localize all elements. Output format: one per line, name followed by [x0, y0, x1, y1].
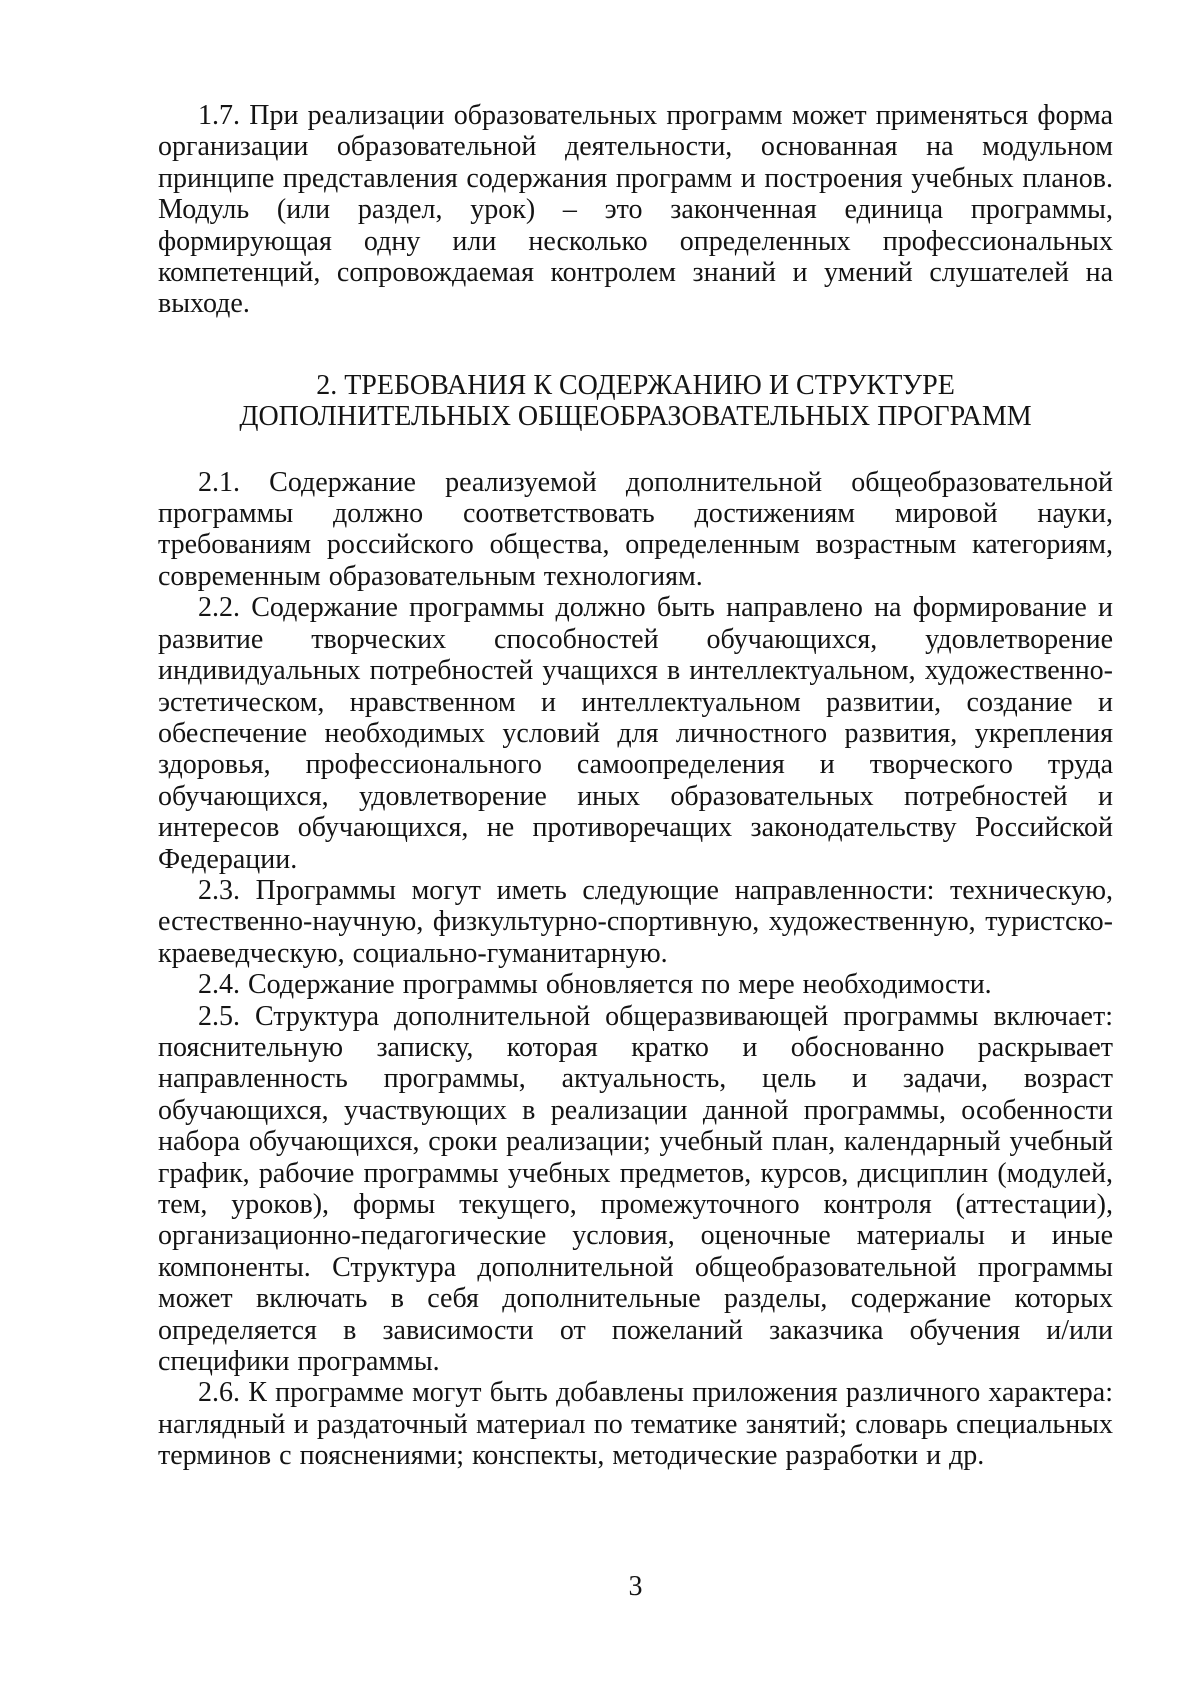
paragraph-2-2: 2.2. Содержание программы должно быть направлено на формирование и развитие творческих способностей обучающихся, удовлетворение индивидуальных потребностей учащихся в интеллектуальном, художественно-эстетическом, нравственном и интеллектуальном развитии, создание и обеспечение необходимых условий для личностного развития, укрепления здоровья, профессионального самоопределения и творческого труда обучающихся, удовлетворение иных образовательных потребностей и интересов обучающихся, не противоречащих законодательству Российской Федерации. [158, 592, 1113, 875]
paragraph-2-3: 2.3. Программы могут иметь следующие направленности: техническую, естественно-научную, физкультурно-спортивную, художественную, туристско-краеведческую, социально-гуманитарную. [158, 874, 1113, 969]
paragraph-2-4: 2.4. Содержание программы обновляется по мере необходимости. [198, 969, 992, 1001]
section-2-heading [158, 370, 1113, 433]
section-2-heading-line-1: 2. ТРЕБОВАНИЯ К СОДЕРЖАНИЮ И СТРУКТУРЕ [316, 369, 955, 401]
paragraph-2-6: 2.6. К программе могут быть добавлены приложения различного характера: наглядный и раздаточный материал по тематике занятий; словарь специальных терминов с пояснениями; конспекты, методические разработки и др. [158, 1377, 1113, 1472]
paragraph-1-7: 1.7. При реализации образовательных программ может применяться форма организации образовательной деятельности, основанная на модульном принципе представления содержания программ и построения учебных планов. Модуль (или раздел, урок) – это законченная единица программы, формирующая одну или несколько определенных профессиональных компетенций, сопровождаемая контролем знаний и умений слушателей на выходе. [158, 100, 1113, 320]
page-number: 3 [628, 1570, 643, 1602]
paragraph-2-1: 2.1. Содержание реализуемой дополнительной общеобразовательной программы должно соответствовать достижениям мировой науки, требованиям российского общества, определенным возрастным категориям, современным образовательным технологиям. [158, 466, 1113, 592]
section-2-heading-line-2: ДОПОЛНИТЕЛЬНЫХ ОБЩЕОБРАЗОВАТЕЛЬНЫХ ПРОГРАММ [239, 401, 1032, 433]
paragraph-2-5: 2.5. Структура дополнительной общеразвивающей программы включает: пояснительную записку, которая кратко и обоснованно раскрывает направленность программы, актуальность, цель и задачи, возраст обучающихся, участвующих в реализации данной программы, особенности набора обучающихся, сроки реализации; учебный план, календарный учебный график, рабочие программы учебных предметов, курсов, дисциплин (модулей, тем, уроков), формы текущего, промежуточного контроля (аттестации), организационно-педагогические условия, оценочные материалы и иные компоненты. Структура дополнительной общеобразовательной программы может включать в себя дополнительные разделы, содержание которых определяется в зависимости от пожеланий заказчика обучения и/или специфики программы. [158, 1000, 1113, 1378]
